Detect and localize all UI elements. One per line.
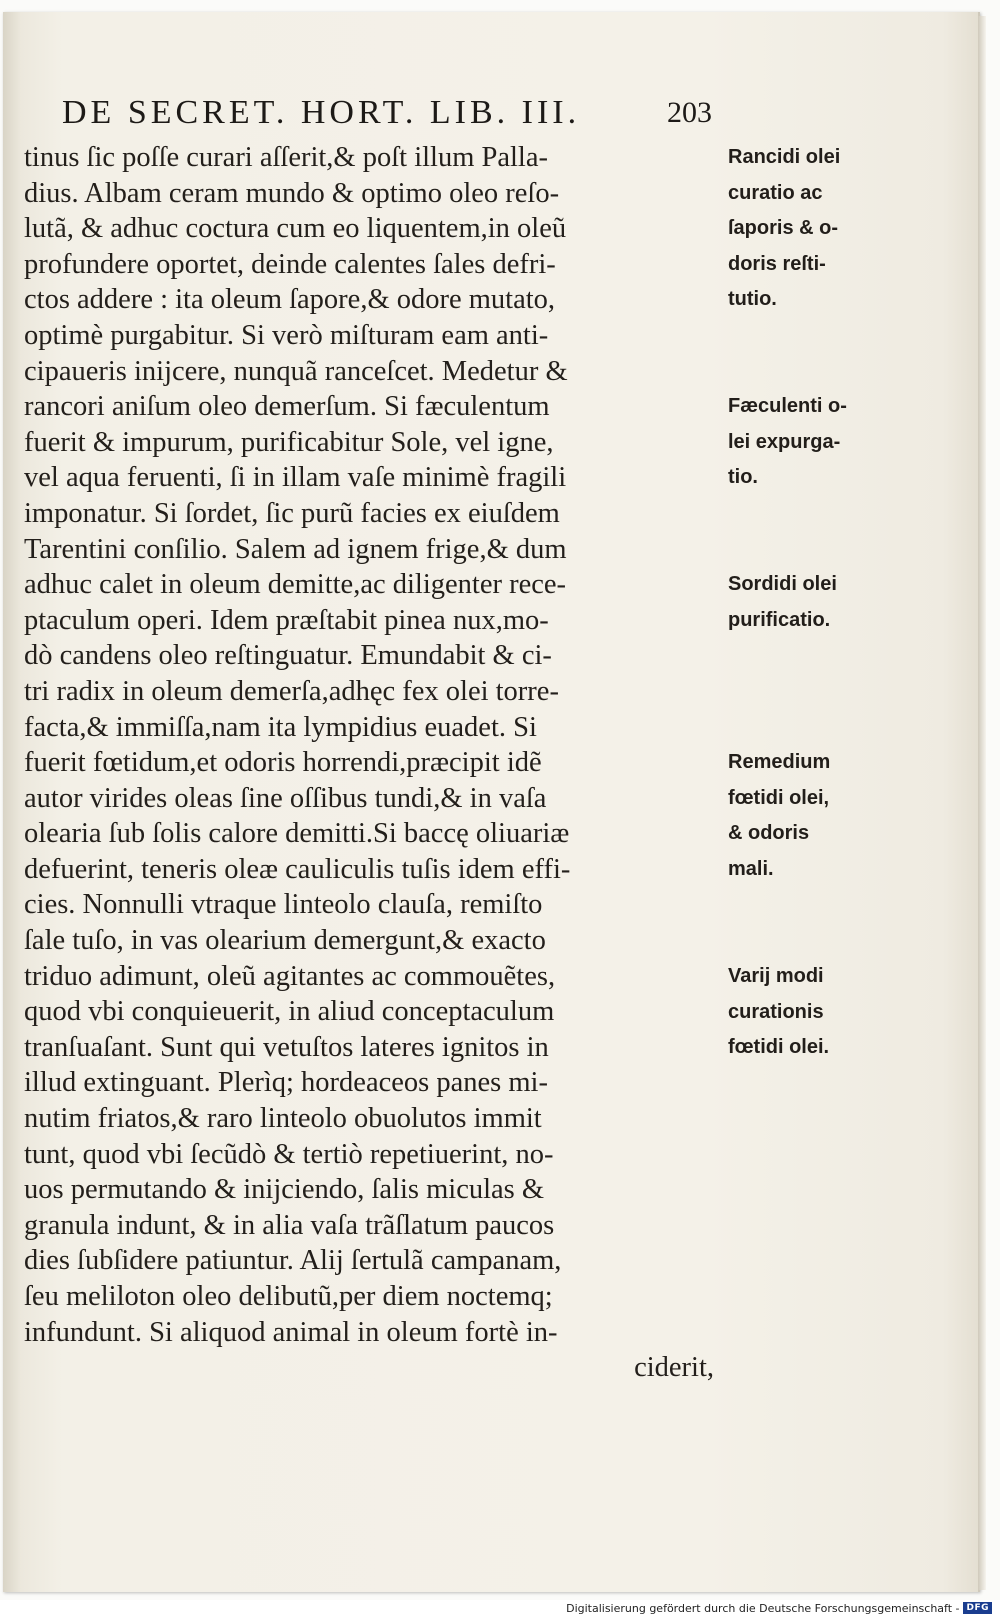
text-line: tri radix in oleum demerſa,adhęc fex olei torre-	[24, 675, 559, 707]
marginal-line: Remedium	[728, 751, 831, 773]
marginal-line: doris reſti-	[728, 252, 826, 275]
text-line: profundere oportet, deinde calentes ſales defri-	[24, 248, 556, 280]
marginal-note-dirty-oil	[728, 567, 878, 638]
page-number: 203	[667, 96, 712, 129]
text-line: tunt, quod vbi ſecũdò & tertiò repetiuerint, no-	[24, 1138, 554, 1170]
text-line: defuerint, teneris oleæ cauliculis tuſis idem effi-	[24, 853, 571, 885]
text-line: ctos addere : ita oleum ſapore,& odore mutato,	[24, 284, 556, 316]
text-line: lutã, & adhuc coctura cum eo liquentem,in oleũ	[24, 213, 567, 245]
text-line: cipaueris inijcere, nunquã ranceſcet. Medetur &	[24, 355, 568, 387]
catchword: ciderit,	[634, 1352, 714, 1384]
text-line: tinus ſic poſſe curari aſſerit,& poſt illum Palla-	[24, 142, 548, 173]
text-line: tranſuaſant. Sunt qui vetuſtos lateres ignitos in	[24, 1031, 549, 1063]
marginal-line: curatio ac	[728, 181, 823, 204]
marginal-line: & odoris	[728, 822, 810, 845]
text-line: autor virides oleas ſine oſſibus tundi,& in vaſa	[24, 782, 547, 814]
marginal-line: Fæculenti o-	[728, 395, 847, 417]
dfg-logo: DFG	[963, 1602, 992, 1614]
text-line: uos permutando & inijciendo, ſalis miculas &	[24, 1174, 545, 1206]
text-line: cies. Nonnulli vtraque linteolo clauſa, remiſto	[24, 889, 543, 921]
marginal-line: Sordidi olei	[728, 573, 837, 595]
marginal-line: lei expurga-	[728, 430, 841, 453]
body-text	[24, 140, 714, 1386]
text-line: dius. Albam ceram mundo & optimo oleo reſo-	[24, 177, 560, 209]
text-line: facta,& immiſſa,nam ita lympidius euadet. Si	[24, 711, 537, 743]
text-line: Tarentini conſilio. Salem ad ignem frige,& dum	[24, 533, 567, 565]
page-edge	[978, 16, 986, 1590]
text-line: fuerit fœtidum,et odoris horrendi,præcipit idẽ	[24, 747, 542, 779]
text-line: triduo adimunt, oleũ agitantes ac commouẽtes,	[24, 960, 556, 992]
marginal-line: purificatio.	[728, 608, 831, 631]
running-head	[62, 94, 712, 140]
marginal-line: fœtidi olei.	[728, 1036, 830, 1059]
text-line: ſale tuſo, in vas olearium demergunt,& exacto	[24, 925, 546, 957]
text-line: rancori aniſum oleo demerſum. Si fæculentum	[24, 391, 550, 423]
marginal-line: mali.	[728, 857, 774, 880]
marginal-line: Varij modi	[728, 965, 824, 987]
text-line: fuerit & impurum, purificabitur Sole, vel igne,	[24, 426, 554, 458]
text-line: ſeu meliloton oleo delibutũ,per diem noctemq;	[24, 1281, 553, 1312]
marginal-line: tutio.	[728, 288, 777, 311]
text-line: granula indunt, & in alia vaſa trãſlatum paucos	[24, 1209, 555, 1241]
marginal-line: ſaporis & o-	[728, 217, 839, 240]
marginal-note-cure-methods	[728, 959, 878, 1066]
text-line: dies ſubſidere patiuntur. Alij ſertulã campanam,	[24, 1245, 562, 1277]
text-line: illud extinguant. Plerìq; hordeaceos panes mi-	[24, 1067, 548, 1099]
text-line: nutim friatos,& raro linteolo obuolutos immit	[24, 1103, 542, 1135]
text-line: imponatur. Si ſordet, ſic purũ facies ex eiuſdem	[24, 497, 560, 529]
text-line: olearia ſub ſolis calore demitti.Si baccę oliuariæ	[24, 818, 570, 850]
marginal-line: Rancidi olei	[728, 146, 841, 168]
marginal-line: fœtidi olei,	[728, 786, 830, 809]
text-line: optimè purgabitur. Si verò miſturam eam anti-	[24, 319, 549, 351]
credit-text: Digitalisierung gefördert durch die Deutsche Forschungsgemeinschaft -	[566, 1601, 960, 1615]
marginal-note-rancid-oil	[728, 140, 878, 318]
marginal-line: curationis	[728, 1000, 824, 1023]
text-line: quod vbi conquieuerit, in aliud conceptaculum	[24, 996, 555, 1028]
marginal-line: tio.	[728, 466, 758, 489]
marginal-note-fetid-oil	[728, 745, 878, 887]
running-head-title: DE SECRET. HORT. LIB. III.	[62, 94, 581, 131]
text-line: ptaculum operi. Idem præſtabit pinea nux,mo-	[24, 604, 549, 636]
marginal-note-dreggy-oil	[728, 389, 878, 496]
text-line: infundunt. Si aliquod animal in oleum fortè in-	[24, 1316, 558, 1348]
text-line: dò candens oleo reſtinguatur. Emundabit & ci-	[24, 640, 552, 672]
text-line: adhuc calet in oleum demitte,ac diligenter rece-	[24, 569, 567, 601]
text-line: vel aqua feruenti, ſi in illam vaſe minimè fragili	[24, 462, 567, 494]
digitization-credit	[566, 1601, 992, 1615]
